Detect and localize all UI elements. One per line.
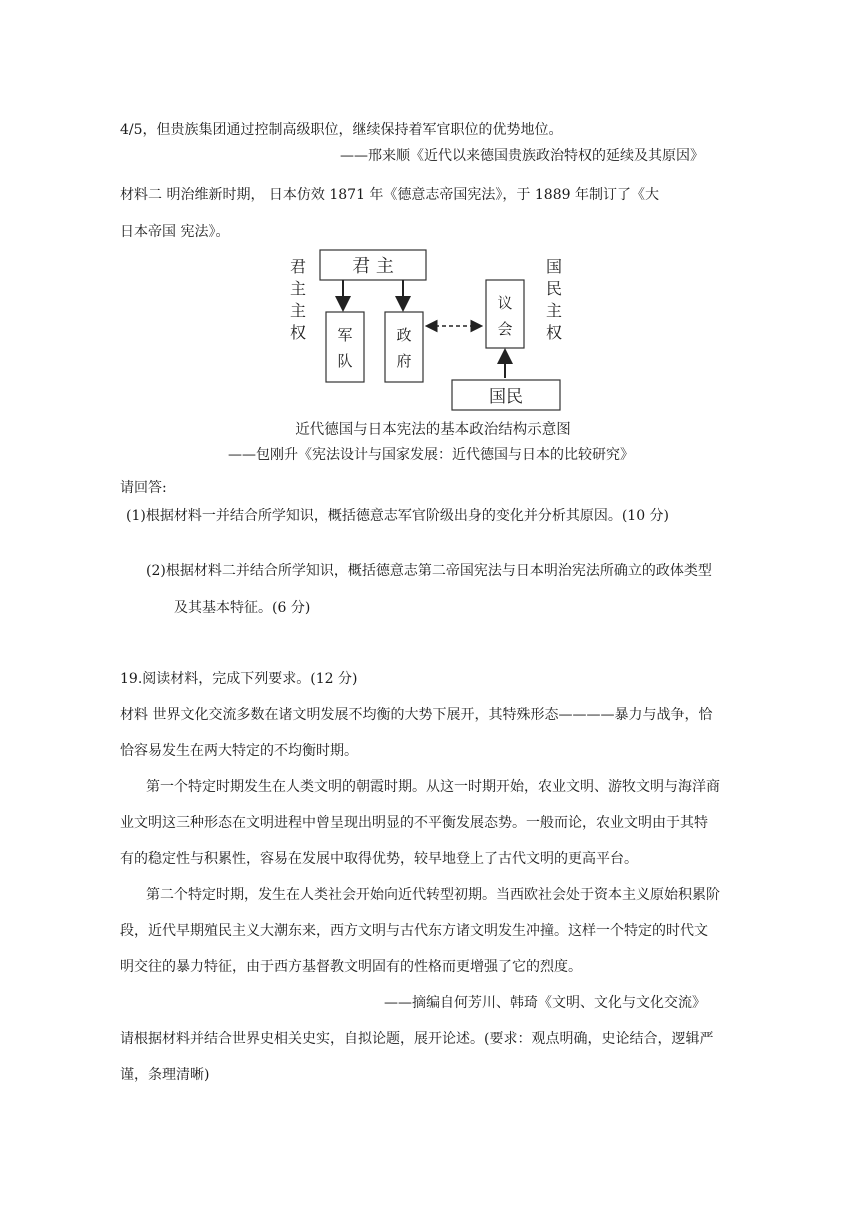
government-label-1: 政 [396, 326, 412, 344]
army-label-2: 队 [337, 352, 353, 370]
army-box [326, 312, 364, 382]
svg-text:权: 权 [546, 323, 563, 342]
material-p3-line3: 明交往的暴力特征，由于西方基督教文明固有的性格而更增强了它的烈度。 [120, 959, 582, 975]
monarch-label: 君 主 [352, 256, 394, 277]
para1-line1: 4/5，但贵族集团通过控制高级职位，继续保持着军官职位的优势地位。 [120, 122, 563, 138]
svg-text:民: 民 [546, 279, 563, 298]
question-2-line1: (2)根据材料二并结合所学知识，概括德意志第二帝国宪法与日本明治宪法所确立的政体类型 [146, 563, 712, 579]
material-p3-line2: 段，近代早期殖民主义大潮东来，西方文明与古代东方诸文明发生冲撞。这样一个特定的时代文 [120, 923, 708, 939]
government-box [385, 312, 423, 382]
svg-text:主: 主 [290, 301, 307, 320]
question-1: (1)根据材料一并结合所学知识，概括德意志军官阶级出身的变化并分析其原因。(10 分) [126, 508, 670, 524]
parliament-label-1: 议 [497, 294, 513, 312]
svg-text:国: 国 [546, 257, 563, 276]
prompt-label: 请回答: [120, 480, 167, 496]
material-p2-line2: 业文明这三种形态在文明进程中曾呈现出明显的不平衡发展态势。一般而论，农业文明由于其特 [120, 815, 708, 831]
left-label-monarch-sovereignty [290, 257, 306, 342]
political-structure-diagram [268, 248, 598, 448]
task-line2: 谨，条理清晰) [120, 1067, 210, 1083]
svg-text:权: 权 [290, 323, 307, 342]
material-p2-line3: 有的稳定性与积累性，容易在发展中取得优势，较早地登上了古代文明的更高平台。 [120, 851, 638, 867]
material-line2: 恰容易发生在两大特定的不均衡时期。 [120, 743, 358, 759]
material-line1: 材料 世界文化交流多数在诸文明发展不均衡的大势下展开，其特殊形态————暴力与战争，恰 [120, 707, 713, 723]
source-citation-1: ——邢来顺《近代以来德国贵族政治特权的延续及其原因》 [340, 148, 704, 164]
material2-line2: 日本帝国 宪法》。 [120, 224, 230, 240]
material2-line1: 材料二 明治维新时期， 日本仿效 1871 年《德意志帝国宪法》，于 1889 年制订了《大 [120, 187, 659, 203]
right-label-popular-sovereignty [546, 257, 562, 342]
question-2-line2: 及其基本特征。(6 分) [174, 600, 311, 616]
diagram-caption: 近代德国与日本宪法的基本政治结构示意图 [295, 422, 571, 438]
army-label-1: 军 [337, 326, 353, 344]
svg-text:君: 君 [290, 257, 307, 276]
svg-text:主: 主 [546, 301, 563, 320]
task-line1: 请根据材料并结合世界史相关史实，自拟论题，展开论述。(要求：观点明确，史论结合，逻辑严 [120, 1031, 714, 1047]
source-citation-2: ——包刚升《宪法设计与国家发展：近代德国与日本的比较研究》 [228, 447, 634, 463]
material-p2-line1: 第一个特定时期发生在人类文明的朝霞时期。从这一时期开始，农业文明、游牧文明与海洋商 [146, 779, 720, 795]
source-citation-3: ——摘编自何芳川、韩琦《文明、文化与文化交流》 [384, 995, 706, 1011]
material-p3-line1: 第二个特定时期，发生在人类社会开始向近代转型初期。当西欧社会处于资本主义原始积累阶 [146, 887, 720, 903]
citizens-label: 国民 [489, 387, 523, 407]
svg-text:主: 主 [290, 279, 307, 298]
government-label-2: 府 [396, 352, 412, 370]
parliament-label-2: 会 [497, 320, 513, 338]
question-19-title: 19.阅读材料，完成下列要求。(12 分) [120, 671, 358, 687]
